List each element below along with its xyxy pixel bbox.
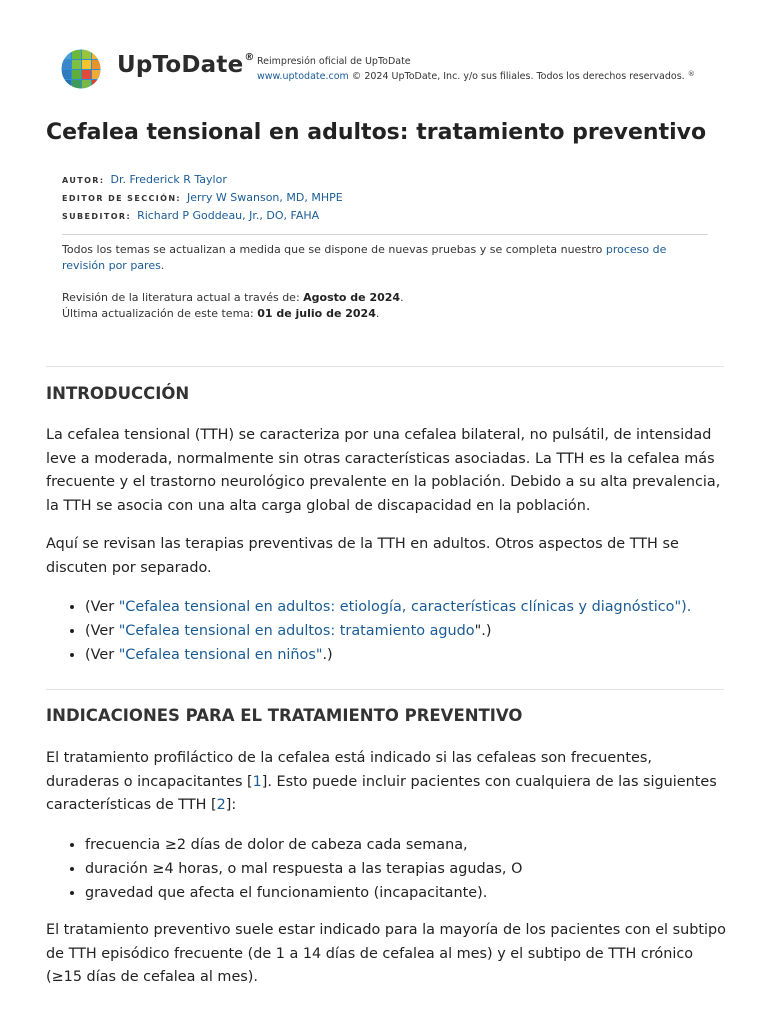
reprint-notice [257, 55, 695, 83]
deputy-editor-link[interactable]: Richard P Goddeau, Jr., DO, FAHA [137, 209, 320, 222]
list-item-prefix: (Ver [85, 599, 119, 615]
section-editor-link[interactable]: Jerry W Swanson, MD, MHPE [187, 191, 343, 204]
review-dates [62, 290, 712, 322]
reference-link-2[interactable]: 2 [216, 797, 226, 813]
indications-text-c: ]: [225, 797, 237, 813]
peer-review-link[interactable]: proceso de revisión por pares [62, 243, 667, 272]
indications-text-b: ]. Esto puede incluir pacientes con cualquiera de las siguientes características de TTH [ [46, 773, 717, 813]
brand-text: UpToDate [117, 52, 244, 78]
topic-link-children[interactable]: "Cefalea tensional en niños" [118, 647, 323, 663]
related-topics-list [46, 595, 745, 667]
literature-review-date: Agosto de 2024 [303, 291, 401, 304]
topic-link-etiology[interactable]: "Cefalea tensional en adultos: etiología, características clínicas y diagnóstico"). [118, 599, 692, 615]
brand-registered-mark: ® [244, 52, 255, 63]
site-link[interactable]: www.uptodate.com [257, 71, 349, 82]
site-header [60, 48, 720, 92]
author-row [62, 171, 343, 189]
section-editor-row [62, 189, 343, 207]
reference-link-1[interactable]: 1 [252, 773, 262, 790]
list-item: • frecuencia ≥2 días de dolor de cabeza cada semana, [85, 833, 745, 857]
last-updated-label: Última actualización de este tema: [62, 307, 258, 320]
list-item [85, 619, 745, 643]
section-divider [46, 689, 724, 690]
copyright-registered-mark: ® [687, 70, 695, 78]
section-divider [46, 366, 724, 367]
topic-link-acute-treatment[interactable]: "Cefalea tensional en adultos: tratamiento agudo [118, 623, 475, 639]
literature-review-period: . [400, 291, 404, 304]
literature-review-row [62, 290, 712, 306]
update-note-text: Todos los temas se actualizan a medida que se dispone de nuevas pruebas y se completa nuestro [62, 243, 606, 256]
last-updated-period: . [375, 307, 380, 320]
indications-paragraph-2: El tratamiento preventivo suele estar indicado para la mayoría de los pacientes con el subtipo de TTH episódico frecuente (de 1 a 14 días de cefalea al mes) y el subtipo de TTH crónico (≥15 días de cefalea al mes). [46, 922, 726, 985]
literature-review-label: Revisión de la literatura actual a través de: [62, 291, 304, 304]
brand-name [117, 52, 255, 78]
uptodate-logo-icon [60, 48, 102, 90]
list-item [85, 595, 745, 619]
list-item: • gravedad que afecta el funcionamiento (incapacitante). [85, 881, 745, 905]
reprint-line: Reimpresión oficial de UpToDate [257, 56, 411, 67]
indications-heading: INDICACIONES PARA EL TRATAMIENTO PREVENTIVO [46, 706, 523, 725]
author-label: AUTOR: [62, 176, 105, 185]
list-item: • duración ≥4 horas, o mal respuesta a las terapias agudas, O [85, 857, 745, 881]
update-note-end: . [160, 259, 165, 272]
divider [62, 234, 708, 235]
list-item-suffix: ".) [474, 623, 492, 639]
copyright-line [257, 68, 695, 83]
copyright-text: © 2024 UpToDate, Inc. y/o sus filiales. Todos los derechos reservados. [348, 71, 688, 82]
list-item-prefix: (Ver [85, 647, 119, 663]
deputy-editor-row [62, 207, 343, 225]
intro-paragraph-1: La cefalea tensional (TTH) se caracteriza por una cefalea bilateral, no pulsátil, de intensidad leve a moderada, normalmente sin otras características asociadas. La TTH es la cefalea más frecuente y el trastorno neurológico prevalente en la población. Debido a su alta prevalencia, la TTH se asocia con una alta carga global de discapacidad en la población. [46, 427, 721, 514]
page-title: Cefalea tensional en adultos: tratamiento preventivo [46, 120, 707, 145]
last-updated-date: 01 de julio de 2024 [257, 307, 376, 320]
criteria-list [46, 833, 745, 905]
update-note [62, 242, 712, 274]
topic-contributors [62, 171, 343, 225]
indications-text-a: El tratamiento profiláctico de la cefalea está indicado si las cefaleas son frecuentes, duraderas o incapacitantes [ [46, 750, 652, 790]
indications-paragraph-1 [46, 747, 726, 818]
last-updated-row [62, 306, 712, 322]
author-link[interactable]: Dr. Frederick R Taylor [110, 173, 227, 186]
list-item [85, 643, 745, 667]
list-item-suffix: .) [322, 647, 333, 663]
section-editor-label: EDITOR DE SECCIÓN: [62, 194, 182, 203]
deputy-editor-label: SUBEDITOR: [62, 212, 132, 221]
list-item-prefix: (Ver [85, 623, 119, 639]
intro-paragraph-2: Aquí se revisan las terapias preventivas de la TTH en adultos. Otros aspectos de TTH se discuten por separado. [46, 536, 679, 576]
intro-heading: INTRODUCCIÓN [46, 384, 190, 403]
